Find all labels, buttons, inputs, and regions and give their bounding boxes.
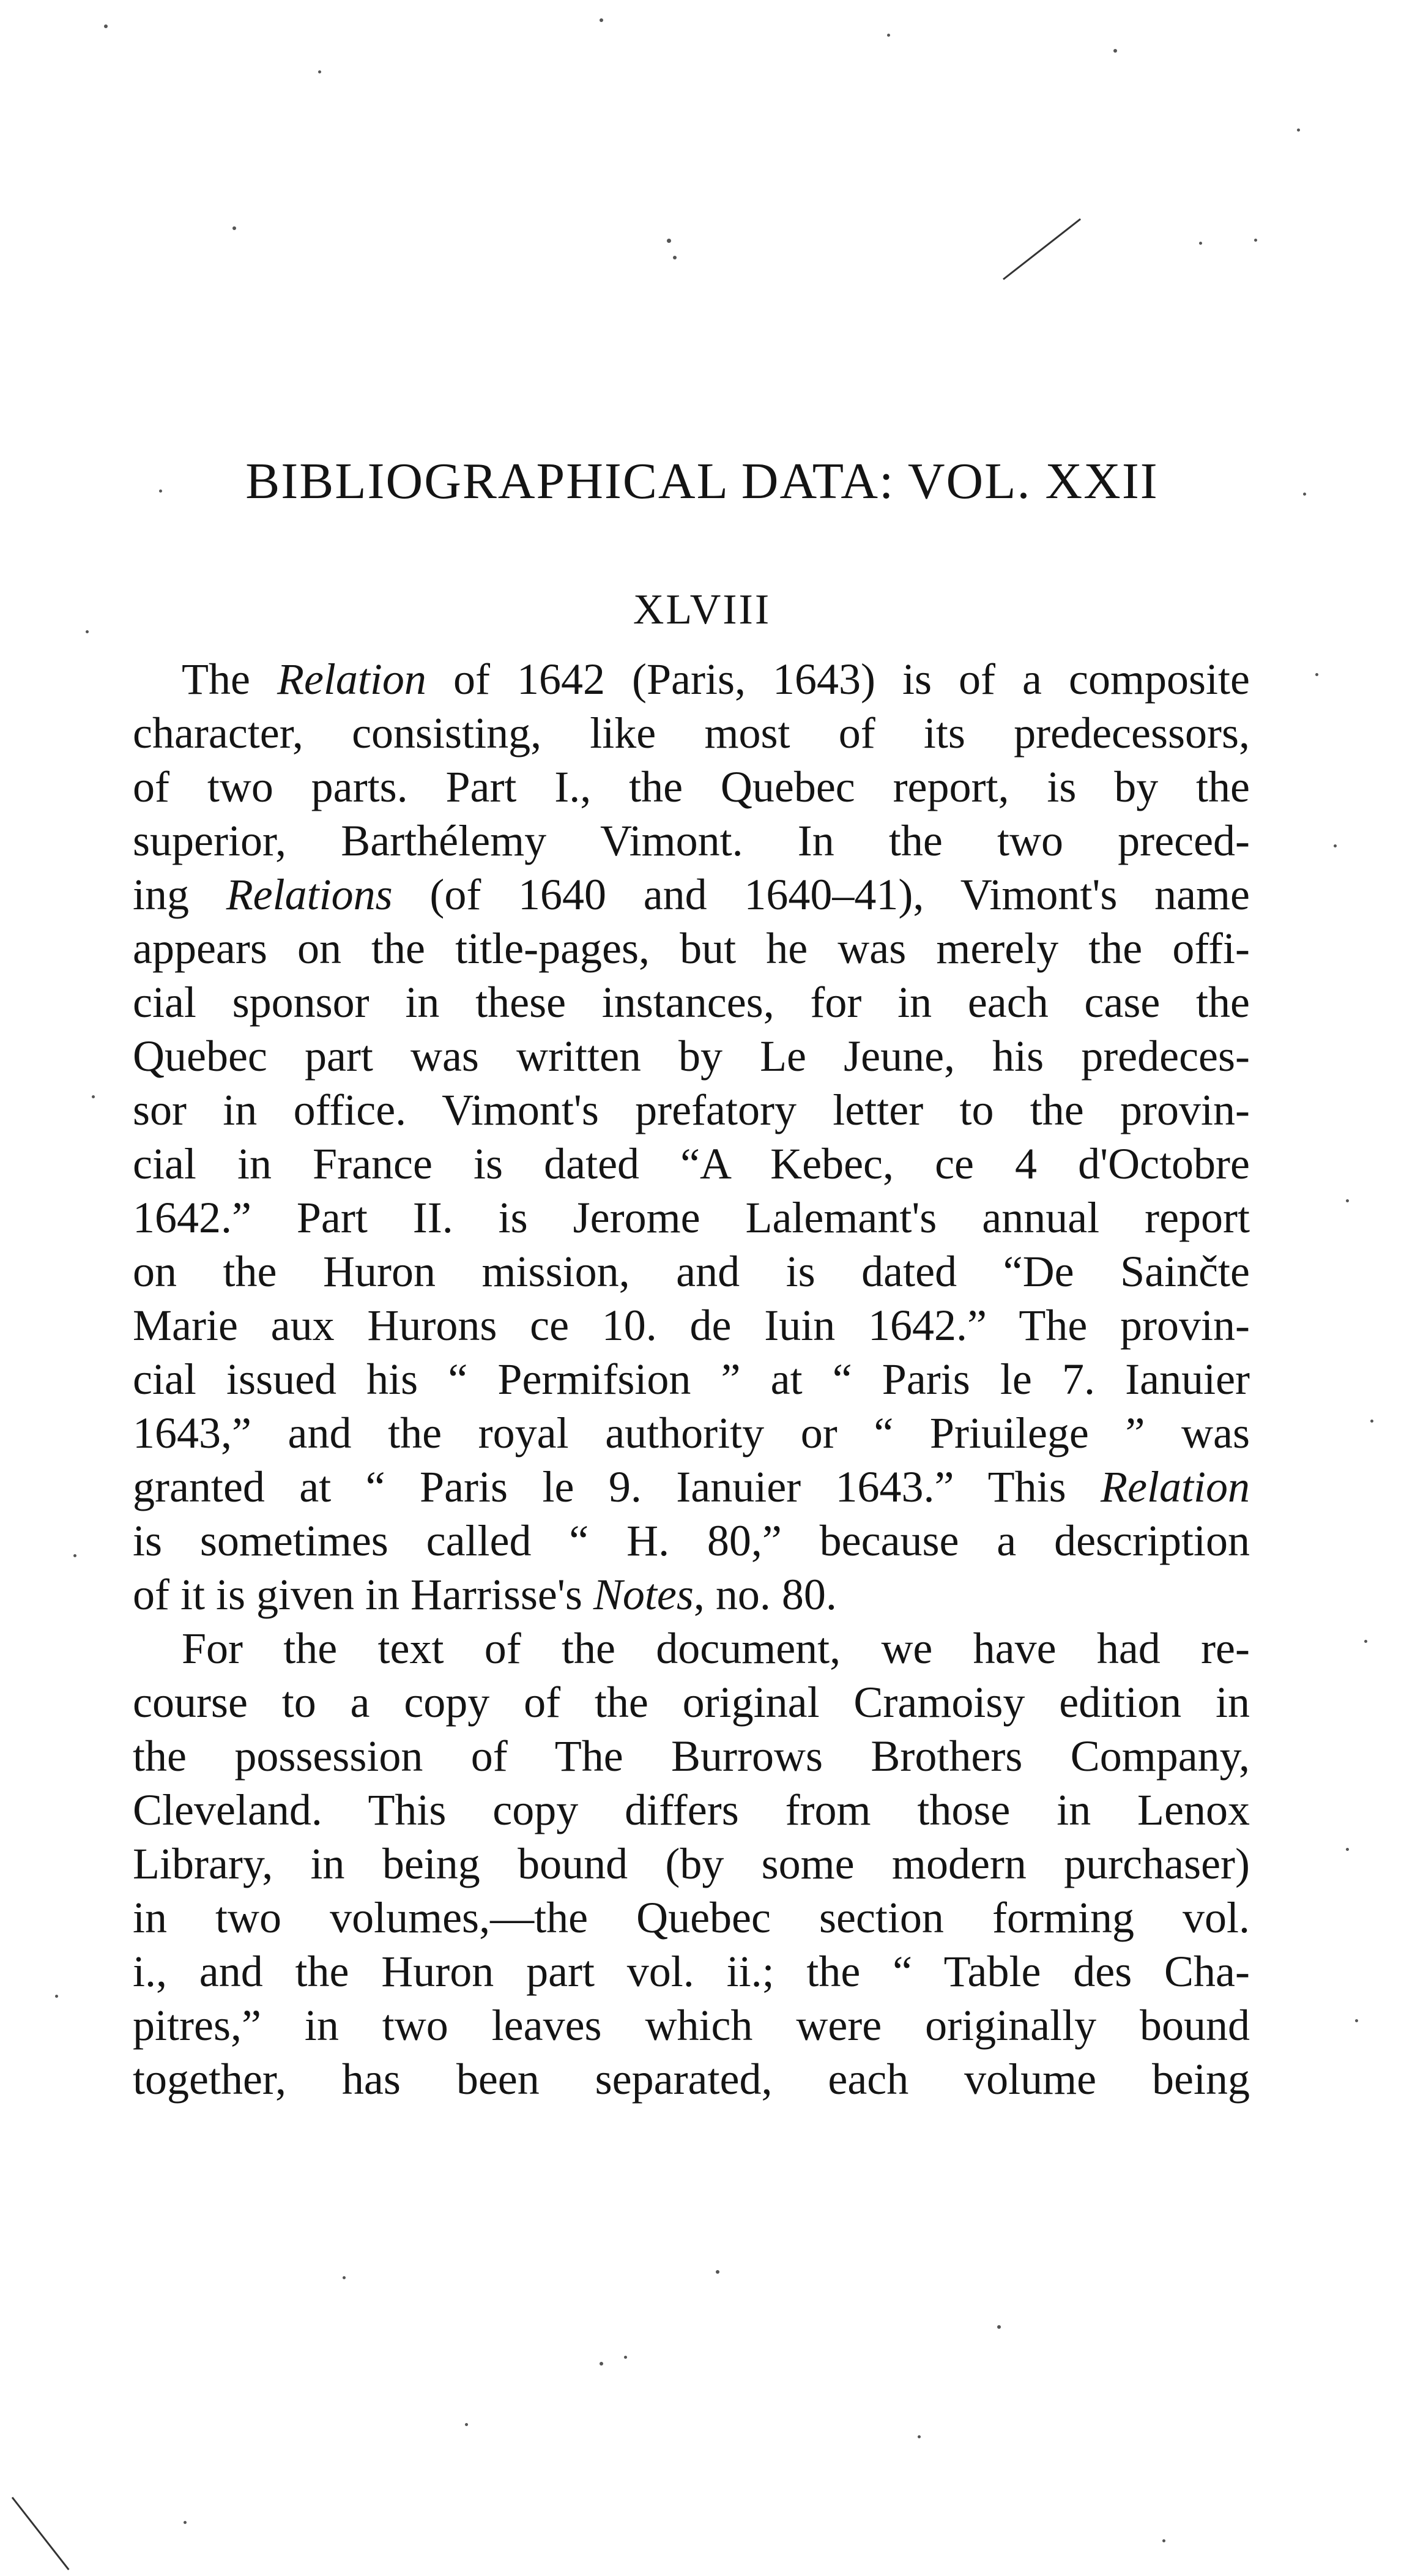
- paragraph: [133, 652, 1250, 1621]
- text-line: sor in office. Vimont's prefatory letter to the provin-: [133, 1085, 1250, 1134]
- page-heading: BIBLIOGRAPHICAL DATA: VOL. XXII: [245, 453, 1159, 510]
- text-line: appears on the title-pages, but he was merely the offi-: [133, 924, 1250, 973]
- text-line: The Relation of 1642 (Paris, 1643) is of a composite: [182, 655, 1250, 704]
- text-line: ing Relations (of 1640 and 1640–41), Vimont's name: [133, 870, 1250, 919]
- text-line: Library, in being bound (by some modern purchaser): [133, 1839, 1250, 1888]
- section-number: XLVIII: [633, 586, 771, 633]
- text-line: on the Huron mission, and is dated “De Sainčte: [133, 1247, 1250, 1296]
- text-line: Cleveland. This copy differs from those in Lenox: [133, 1785, 1250, 1834]
- text-line: cial sponsor in these instances, for in each case the: [133, 978, 1250, 1027]
- text-line: For the text of the document, we have had re-: [182, 1624, 1250, 1673]
- text-line: the possession of The Burrows Brothers Company,: [133, 1732, 1250, 1781]
- text-line: is sometimes called “ H. 80,” because a description: [133, 1516, 1250, 1565]
- text-line: i., and the Huron part vol. ii.; the “ Table des Cha-: [133, 1947, 1250, 1996]
- text-line: of it is given in Harrisse's Notes, no. 80.: [133, 1570, 837, 1619]
- text-line: 1642.” Part II. is Jerome Lalemant's annual report: [133, 1193, 1250, 1242]
- paragraph: [133, 1621, 1250, 2106]
- text-line: cial issued his “ Permifsion ” at “ Paris le 7. Ianuier: [133, 1355, 1250, 1404]
- text-line: pitres,” in two leaves which were originally bound: [133, 2001, 1250, 2050]
- text-line: of two parts. Part I., the Quebec report, is by the: [133, 762, 1250, 811]
- text-line: cial in France is dated “A Kebec, ce 4 d'Octobre: [133, 1139, 1250, 1188]
- text-line: 1643,” and the royal authority or “ Priuilege ” was: [133, 1409, 1250, 1457]
- text-line: in two volumes,—the Quebec section forming vol.: [133, 1893, 1250, 1942]
- text-line: Marie aux Hurons ce 10. de Iuin 1642.” The provin-: [133, 1301, 1250, 1350]
- text-line: character, consisting, like most of its predecessors,: [133, 709, 1250, 758]
- text-line: granted at “ Paris le 9. Ianuier 1643.” This Relation: [133, 1462, 1250, 1511]
- text-line: course to a copy of the original Cramoisy edition in: [133, 1678, 1250, 1727]
- text-line: superior, Barthélemy Vimont. In the two preced-: [133, 816, 1250, 865]
- body-text: [133, 652, 1250, 2106]
- text-line: together, has been separated, each volume being: [133, 2055, 1250, 2104]
- text-line: Quebec part was written by Le Jeune, his predeces-: [133, 1032, 1250, 1081]
